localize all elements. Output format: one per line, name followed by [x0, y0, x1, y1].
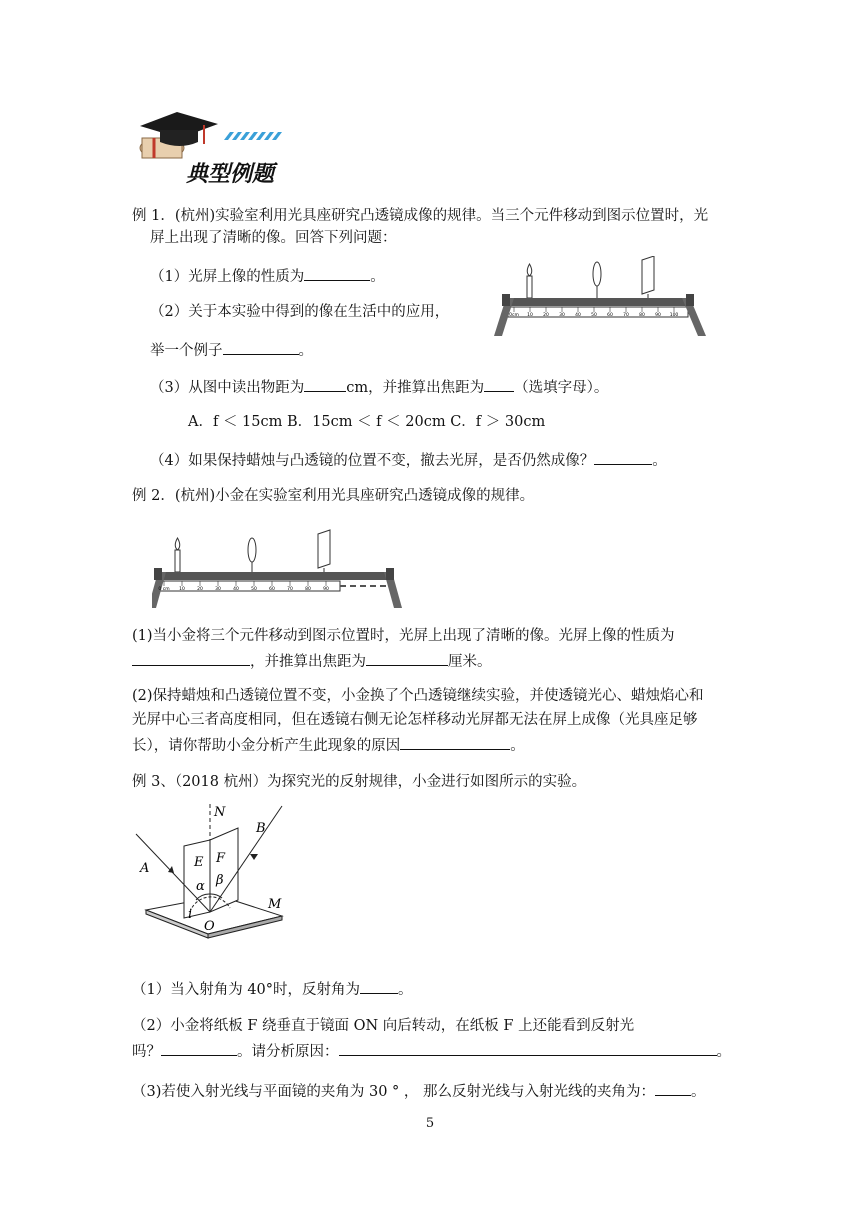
- ex1-options: A．f ＜ 15cm B．15cm ＜ f ＜ 20cm C．f ＞ 30cm: [188, 414, 546, 430]
- ex1-line1: 例 1．(杭州)实验室利用光具座研究凸透镜成像的规律。当三个元件移动到图示位置时，光: [132, 208, 709, 224]
- ex2-q1-blank-image[interactable]: [132, 650, 250, 666]
- ex3-q3: [132, 1080, 706, 1102]
- ex3-q2-text-b: 吗？: [132, 1044, 161, 1060]
- label-i: i: [188, 907, 193, 922]
- ex1-q4-text: （4）如果保持蜡烛与凸透镜的位置不变，撤去光屏，是否仍然成像？: [150, 453, 595, 469]
- ex2-q2-text-c: 长），请你帮助小金分析产生此现象的原因: [132, 738, 401, 754]
- label-O: O: [204, 919, 215, 934]
- ex3-q1-end: 。: [398, 982, 413, 998]
- bench-tick-label: 50: [251, 587, 257, 592]
- ex3-q3-end: 。: [691, 1084, 706, 1100]
- ex2-q1-text-b: ，并推算出焦距为: [250, 654, 366, 670]
- ex1-q4-blank[interactable]: [594, 449, 652, 465]
- ex3-q3-blank[interactable]: [655, 1080, 691, 1096]
- label-A: A: [140, 861, 150, 876]
- ex2-q1-line1: (1)当小金将三个元件移动到图示位置时，光屏上出现了清晰的像。光屏上像的性质为: [132, 628, 675, 644]
- typical-examples-logo: [132, 108, 292, 188]
- ex2-q2-blank[interactable]: [400, 734, 510, 750]
- bench-tick-label: 10: [527, 313, 533, 318]
- optical-bench-figure-2: [152, 528, 402, 612]
- ex1-q2b-blank[interactable]: [223, 339, 299, 355]
- ex3-q2-end: 。: [716, 1044, 731, 1060]
- label-N: N: [214, 805, 226, 820]
- ex1-q3-text-c: （选填字母）。: [514, 380, 609, 396]
- bench-tick-label: 30: [559, 313, 565, 318]
- bench-tick-label: 20: [543, 313, 549, 318]
- ex1-q1-blank[interactable]: [304, 265, 370, 281]
- ex1-q3-blank-focal[interactable]: [484, 376, 514, 392]
- bench-tick-label: 30: [215, 587, 221, 592]
- ex1-q2b: [150, 339, 313, 361]
- bench-tick-label: 0 cm: [158, 587, 170, 592]
- bench-tick-label: 60: [607, 313, 613, 318]
- ex1-q3-text-b: cm，并推算出焦距为: [346, 380, 485, 396]
- ex3-q2-text-c: 。请分析原因：: [237, 1044, 339, 1060]
- bench-tick-label: 90: [655, 313, 661, 318]
- ex3-q2-line2: [132, 1040, 731, 1062]
- bench-tick-label: 40: [233, 587, 239, 592]
- ex1-q2b-end: 。: [298, 343, 313, 359]
- ex2-q2-end: 。: [510, 738, 525, 754]
- ex1-q3-text-a: （3）从图中读出物距为: [150, 380, 305, 396]
- ex1-q4-end: 。: [652, 453, 667, 469]
- ex3-line1: 例 3、（2018 杭州）为探究光的反射规律，小金进行如图所示的实验。: [132, 774, 587, 790]
- bench-tick-label: 20: [197, 587, 203, 592]
- ex1-q1-text: （1）光屏上像的性质为: [150, 269, 305, 285]
- ex2-q2-line2: 光屏中心三者高度相同，但在透镜右侧无论怎样移动光屏都无法在屏上成像（光具座足够: [132, 712, 698, 728]
- bench-tick-label: 70: [287, 587, 293, 592]
- graduation-cap-icon: [132, 108, 292, 188]
- bench-tick-label: 50: [591, 313, 597, 318]
- bench-tick-label: 0cm: [509, 313, 519, 318]
- bench-tick-label: 60: [269, 587, 275, 592]
- ex2-line1: 例 2．(杭州)小金在实验室利用光具座研究凸透镜成像的规律。: [132, 488, 535, 504]
- label-F: F: [216, 851, 226, 866]
- ex1-q4: [150, 449, 667, 471]
- ex3-q1-blank[interactable]: [360, 978, 398, 994]
- label-alpha: α: [196, 879, 205, 894]
- ex1-q1-end: 。: [370, 269, 385, 285]
- label-B: B: [256, 821, 266, 836]
- ex2-q1-line2: [132, 650, 492, 672]
- bench-tick-label: 90: [323, 587, 329, 592]
- ex3-q1-text: （1）当入射角为 40°时，反射角为: [132, 982, 361, 998]
- ex2-q1-blank-focal[interactable]: [366, 650, 448, 666]
- ex1-q2: （2）关于本实验中得到的像在生活中的应用，: [150, 304, 450, 320]
- page-number: 5: [425, 1116, 435, 1131]
- bench-tick-label: 70: [623, 313, 629, 318]
- ex3-q1: [132, 978, 413, 1000]
- label-M: M: [268, 897, 282, 912]
- bench-tick-label: 10: [179, 587, 185, 592]
- ex2-q1-text-c: 厘米。: [448, 654, 492, 670]
- ex3-q2-line1: （2）小金将纸板 F 绕垂直于镜面 ON 向后转动，在纸板 F 上还能看到反射光: [132, 1018, 635, 1034]
- ex2-q2-line3: [132, 734, 525, 756]
- ex3-q3-text: （3)若使入射光线与平面镜的夹角为 30 ° ， 那么反射光线与入射光线的夹角为：: [132, 1084, 656, 1100]
- label-E: E: [194, 855, 204, 870]
- reflection-experiment-figure: [132, 800, 290, 940]
- bench-tick-label: 80: [639, 313, 645, 318]
- ex3-q2-blank-yesno[interactable]: [161, 1040, 237, 1056]
- bench-tick-label: 40: [575, 313, 581, 318]
- logo-text: 典型例题: [186, 162, 275, 187]
- ex1-line2: 屏上出现了清晰的像。回答下列问题：: [150, 230, 397, 246]
- ex1-q3: [150, 376, 608, 398]
- ex1-q2b-text: 举一个例子: [150, 343, 223, 359]
- optical-bench-figure-1: [492, 256, 710, 340]
- ex3-q2-blank-reason[interactable]: [339, 1040, 717, 1056]
- ex1-q3-blank-distance[interactable]: [304, 376, 346, 392]
- ex1-q1: [150, 265, 385, 287]
- ex2-q2-line1: (2)保持蜡烛和凸透镜位置不变，小金换了个凸透镜继续实验，并使透镜光心、蜡烛焰心和: [132, 688, 704, 704]
- bench-tick-label: 80: [305, 587, 311, 592]
- bench-tick-label: 100: [669, 313, 679, 318]
- label-beta: β: [216, 873, 224, 888]
